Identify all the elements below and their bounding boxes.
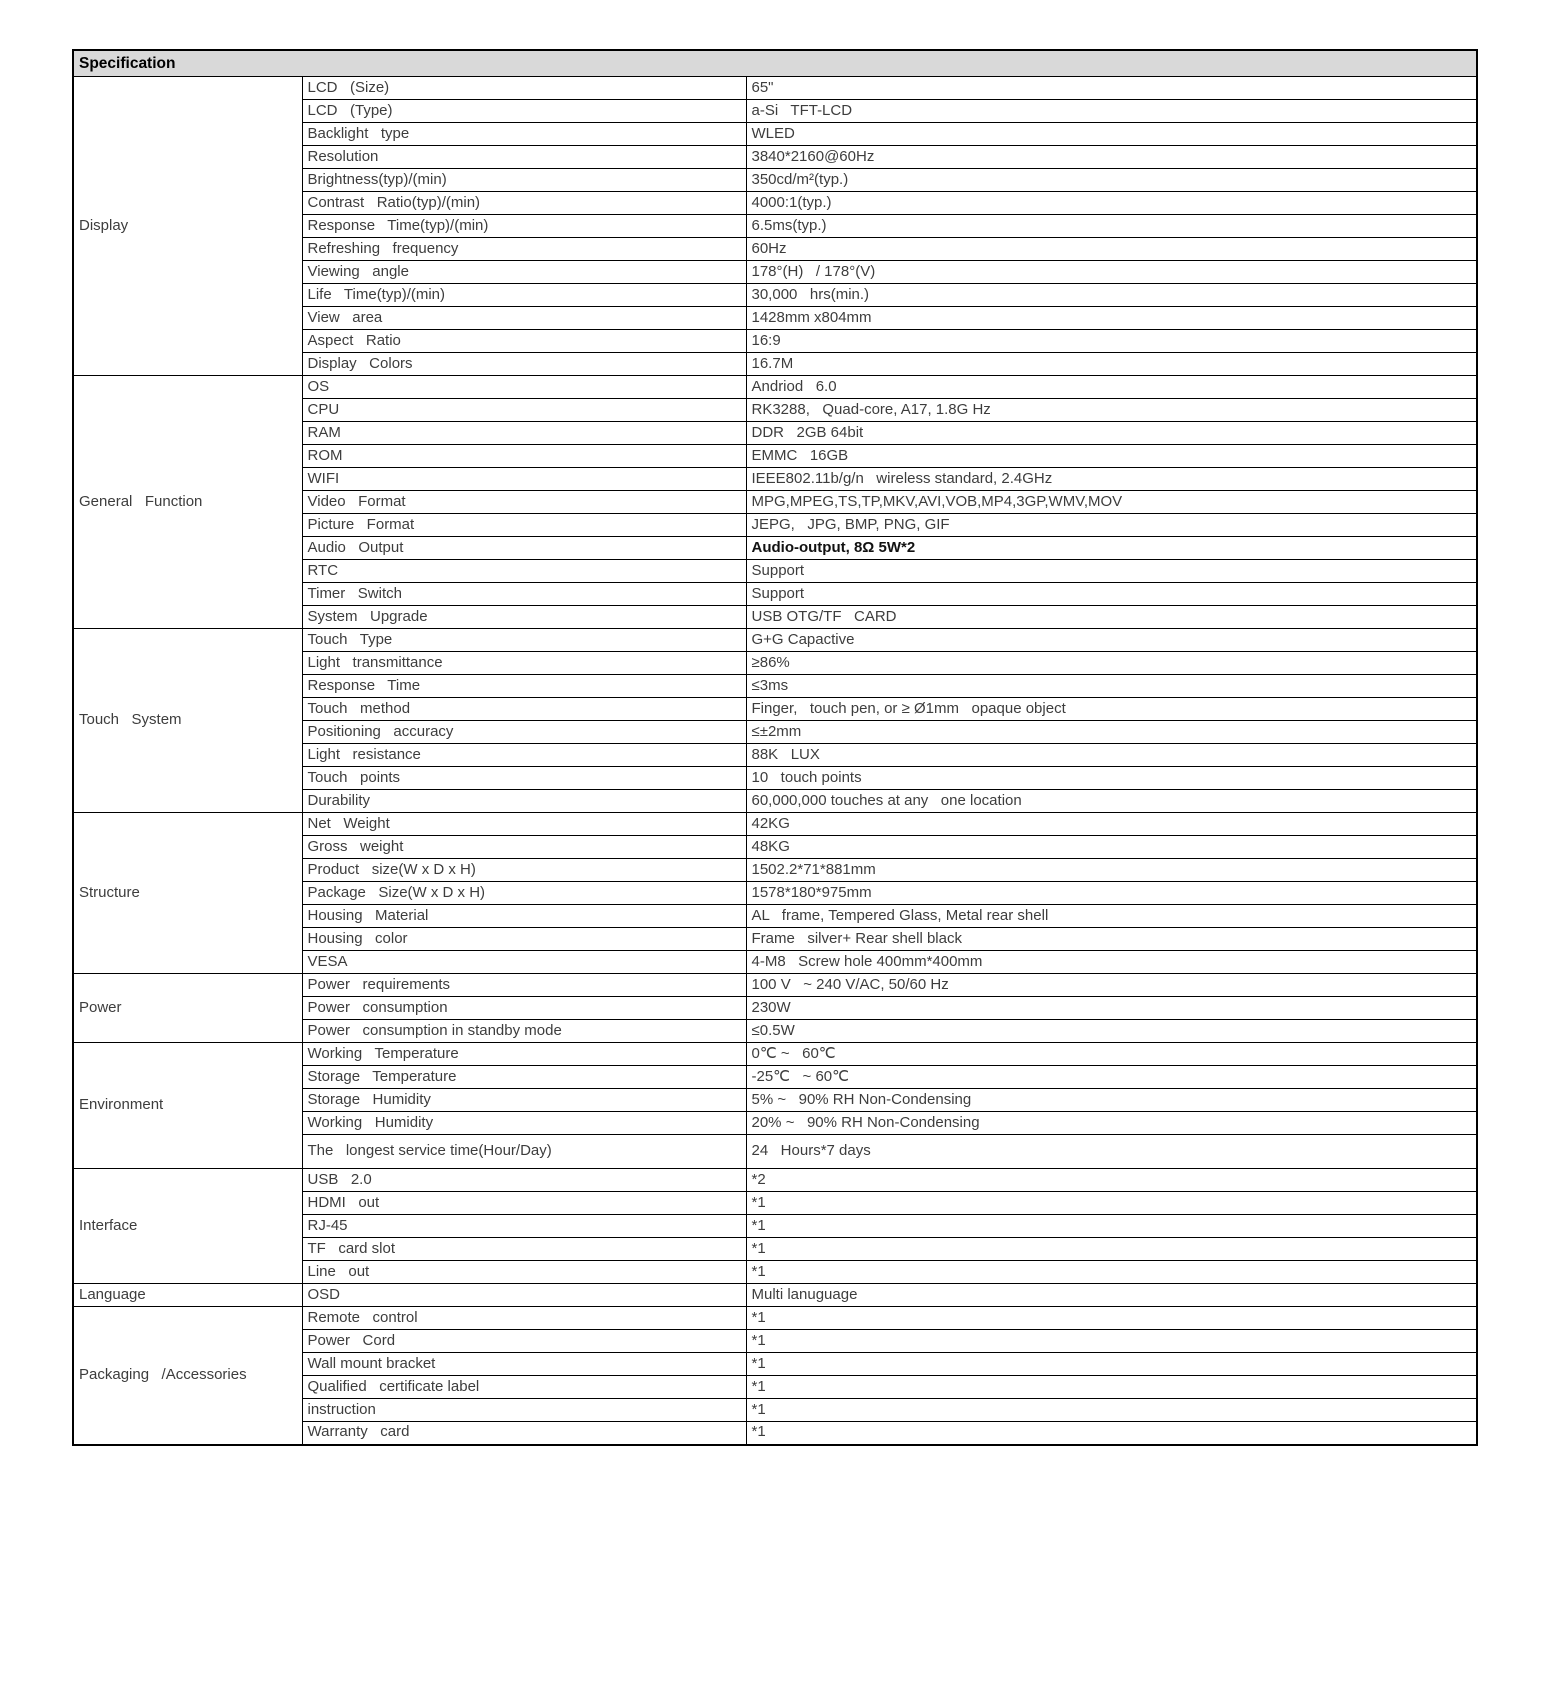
spec-name-cell: Power consumption in standby mode <box>302 1020 746 1043</box>
spec-value-cell: *2 <box>746 1169 1477 1192</box>
spec-value-cell: 88K LUX <box>746 744 1477 767</box>
category-cell: Display <box>73 77 302 376</box>
spec-name-cell: Life Time(typ)/(min) <box>302 284 746 307</box>
table-row <box>73 813 1477 836</box>
table-row <box>73 376 1477 399</box>
spec-value-cell: 100 V ~ 240 V/AC, 50/60 Hz <box>746 974 1477 997</box>
spec-value-cell: -25℃ ~ 60℃ <box>746 1066 1477 1089</box>
specification-table <box>72 49 1478 1446</box>
spec-value-cell: 24 Hours*7 days <box>746 1135 1477 1169</box>
spec-name-cell: Response Time(typ)/(min) <box>302 215 746 238</box>
spec-value-cell: ≤0.5W <box>746 1020 1477 1043</box>
category-cell: Touch System <box>73 629 302 813</box>
spec-name-cell: Refreshing frequency <box>302 238 746 261</box>
spec-name-cell: Resolution <box>302 146 746 169</box>
spec-name-cell: RTC <box>302 560 746 583</box>
spec-value-cell: 10 touch points <box>746 767 1477 790</box>
spec-value-cell: ≤3ms <box>746 675 1477 698</box>
spec-name-cell: Qualified certificate label <box>302 1376 746 1399</box>
spec-name-cell: LCD (Size) <box>302 77 746 100</box>
spec-value-cell: 60,000,000 touches at any one location <box>746 790 1477 813</box>
spec-name-cell: The longest service time(Hour/Day) <box>302 1135 746 1169</box>
spec-value-cell: 230W <box>746 997 1477 1020</box>
spec-name-cell: LCD (Type) <box>302 100 746 123</box>
spec-name-cell: Touch method <box>302 698 746 721</box>
spec-value-cell: 16:9 <box>746 330 1477 353</box>
spec-value-cell: RK3288, Quad-core, A17, 1.8G Hz <box>746 399 1477 422</box>
spec-name-cell: Touch Type <box>302 629 746 652</box>
spec-name-cell: WIFI <box>302 468 746 491</box>
spec-value-cell: 178°(H) / 178°(V) <box>746 261 1477 284</box>
table-row <box>73 77 1477 100</box>
spec-name-cell: instruction <box>302 1399 746 1422</box>
spec-value-cell: *1 <box>746 1353 1477 1376</box>
spec-name-cell: Viewing angle <box>302 261 746 284</box>
spec-name-cell: Power consumption <box>302 997 746 1020</box>
table-row <box>73 629 1477 652</box>
spec-name-cell: Power requirements <box>302 974 746 997</box>
spec-name-cell: System Upgrade <box>302 606 746 629</box>
spec-name-cell: Backlight type <box>302 123 746 146</box>
spec-value-cell: *1 <box>746 1330 1477 1353</box>
spec-value-cell: *1 <box>746 1422 1477 1445</box>
table-row <box>73 1307 1477 1330</box>
spec-value-cell: EMMC 16GB <box>746 445 1477 468</box>
spec-value-cell: *1 <box>746 1261 1477 1284</box>
spec-name-cell: Contrast Ratio(typ)/(min) <box>302 192 746 215</box>
spec-name-cell: Light resistance <box>302 744 746 767</box>
spec-name-cell: Housing Material <box>302 905 746 928</box>
spec-value-cell: IEEE802.11b/g/n wireless standard, 2.4GHz <box>746 468 1477 491</box>
specification-table-body <box>73 77 1477 1445</box>
spec-value-cell: 20% ~ 90% RH Non-Condensing <box>746 1112 1477 1135</box>
spec-value-cell: 6.5ms(typ.) <box>746 215 1477 238</box>
spec-value-cell: 4-M8 Screw hole 400mm*400mm <box>746 951 1477 974</box>
spec-name-cell: Line out <box>302 1261 746 1284</box>
spec-name-cell: Brightness(typ)/(min) <box>302 169 746 192</box>
spec-name-cell: Net Weight <box>302 813 746 836</box>
table-row <box>73 1043 1477 1066</box>
spec-name-cell: Working Humidity <box>302 1112 746 1135</box>
spec-name-cell: USB 2.0 <box>302 1169 746 1192</box>
spec-value-cell: *1 <box>746 1399 1477 1422</box>
spec-name-cell: Aspect Ratio <box>302 330 746 353</box>
spec-value-cell: 1578*180*975mm <box>746 882 1477 905</box>
spec-name-cell: ROM <box>302 445 746 468</box>
table-row <box>73 1284 1477 1307</box>
category-cell: General Function <box>73 376 302 629</box>
spec-name-cell: Touch points <box>302 767 746 790</box>
spec-name-cell: Timer Switch <box>302 583 746 606</box>
spec-value-cell: G+G Capactive <box>746 629 1477 652</box>
category-cell: Packaging /Accessories <box>73 1307 302 1445</box>
spec-value-cell: 60Hz <box>746 238 1477 261</box>
spec-value-cell: JEPG, JPG, BMP, PNG, GIF <box>746 514 1477 537</box>
spec-value-cell: *1 <box>746 1192 1477 1215</box>
spec-value-cell: AL frame, Tempered Glass, Metal rear shell <box>746 905 1477 928</box>
table-row <box>73 1169 1477 1192</box>
spec-name-cell: Display Colors <box>302 353 746 376</box>
spec-name-cell: Remote control <box>302 1307 746 1330</box>
spec-value-cell: 48KG <box>746 836 1477 859</box>
spec-name-cell: TF card slot <box>302 1238 746 1261</box>
spec-name-cell: CPU <box>302 399 746 422</box>
spec-name-cell: Power Cord <box>302 1330 746 1353</box>
spec-value-cell: 1428mm x804mm <box>746 307 1477 330</box>
spec-value-cell: 0℃ ~ 60℃ <box>746 1043 1477 1066</box>
spec-value-cell: 1502.2*71*881mm <box>746 859 1477 882</box>
spec-name-cell: Product size(W x D x H) <box>302 859 746 882</box>
category-cell: Environment <box>73 1043 302 1169</box>
spec-value-cell: ≤±2mm <box>746 721 1477 744</box>
spec-name-cell: Durability <box>302 790 746 813</box>
spec-value-cell: a-Si TFT-LCD <box>746 100 1477 123</box>
spec-value-cell: Support <box>746 560 1477 583</box>
spec-value-cell: *1 <box>746 1376 1477 1399</box>
category-cell: Language <box>73 1284 302 1307</box>
spec-value-cell: Finger, touch pen, or ≥ Ø1mm opaque object <box>746 698 1477 721</box>
spec-name-cell: Gross weight <box>302 836 746 859</box>
spec-name-cell: VESA <box>302 951 746 974</box>
spec-name-cell: HDMI out <box>302 1192 746 1215</box>
spec-name-cell: Package Size(W x D x H) <box>302 882 746 905</box>
spec-name-cell: Working Temperature <box>302 1043 746 1066</box>
spec-name-cell: Warranty card <box>302 1422 746 1445</box>
spec-value-cell: DDR 2GB 64bit <box>746 422 1477 445</box>
specification-header: Specification <box>73 50 1477 77</box>
spec-value-cell: *1 <box>746 1307 1477 1330</box>
spec-value-cell: USB OTG/TF CARD <box>746 606 1477 629</box>
spec-name-cell: Light transmittance <box>302 652 746 675</box>
spec-name-cell: Wall mount bracket <box>302 1353 746 1376</box>
spec-value-cell: 4000:1(typ.) <box>746 192 1477 215</box>
spec-value-cell: 3840*2160@60Hz <box>746 146 1477 169</box>
spec-name-cell: RJ-45 <box>302 1215 746 1238</box>
spec-value-cell: Frame silver+ Rear shell black <box>746 928 1477 951</box>
spec-name-cell: Video Format <box>302 491 746 514</box>
spec-value-cell: 16.7M <box>746 353 1477 376</box>
spec-value-cell: WLED <box>746 123 1477 146</box>
spec-value-cell: 65" <box>746 77 1477 100</box>
spec-name-cell: OS <box>302 376 746 399</box>
spec-value-cell: *1 <box>746 1215 1477 1238</box>
category-cell: Structure <box>73 813 302 974</box>
spec-value-cell: Multi lanuguage <box>746 1284 1477 1307</box>
spec-value-cell: MPG,MPEG,TS,TP,MKV,AVI,VOB,MP4,3GP,WMV,MOV <box>746 491 1477 514</box>
spec-name-cell: Response Time <box>302 675 746 698</box>
spec-name-cell: Audio Output <box>302 537 746 560</box>
spec-name-cell: Storage Humidity <box>302 1089 746 1112</box>
spec-name-cell: Positioning accuracy <box>302 721 746 744</box>
spec-value-cell: 30,000 hrs(min.) <box>746 284 1477 307</box>
spec-name-cell: Storage Temperature <box>302 1066 746 1089</box>
spec-name-cell: Housing color <box>302 928 746 951</box>
spec-value-cell: *1 <box>746 1238 1477 1261</box>
spec-value-cell: ≥86% <box>746 652 1477 675</box>
spec-value-cell: 42KG <box>746 813 1477 836</box>
spec-value-cell: Audio-output, 8Ω 5W*2 <box>746 537 1477 560</box>
spec-name-cell: RAM <box>302 422 746 445</box>
spec-value-cell: 350cd/m²(typ.) <box>746 169 1477 192</box>
spec-value-cell: 5% ~ 90% RH Non-Condensing <box>746 1089 1477 1112</box>
spec-name-cell: OSD <box>302 1284 746 1307</box>
category-cell: Interface <box>73 1169 302 1284</box>
spec-value-cell: Andriod 6.0 <box>746 376 1477 399</box>
category-cell: Power <box>73 974 302 1043</box>
spec-name-cell: Picture Format <box>302 514 746 537</box>
spec-value-cell: Support <box>746 583 1477 606</box>
spec-name-cell: View area <box>302 307 746 330</box>
table-row <box>73 974 1477 997</box>
